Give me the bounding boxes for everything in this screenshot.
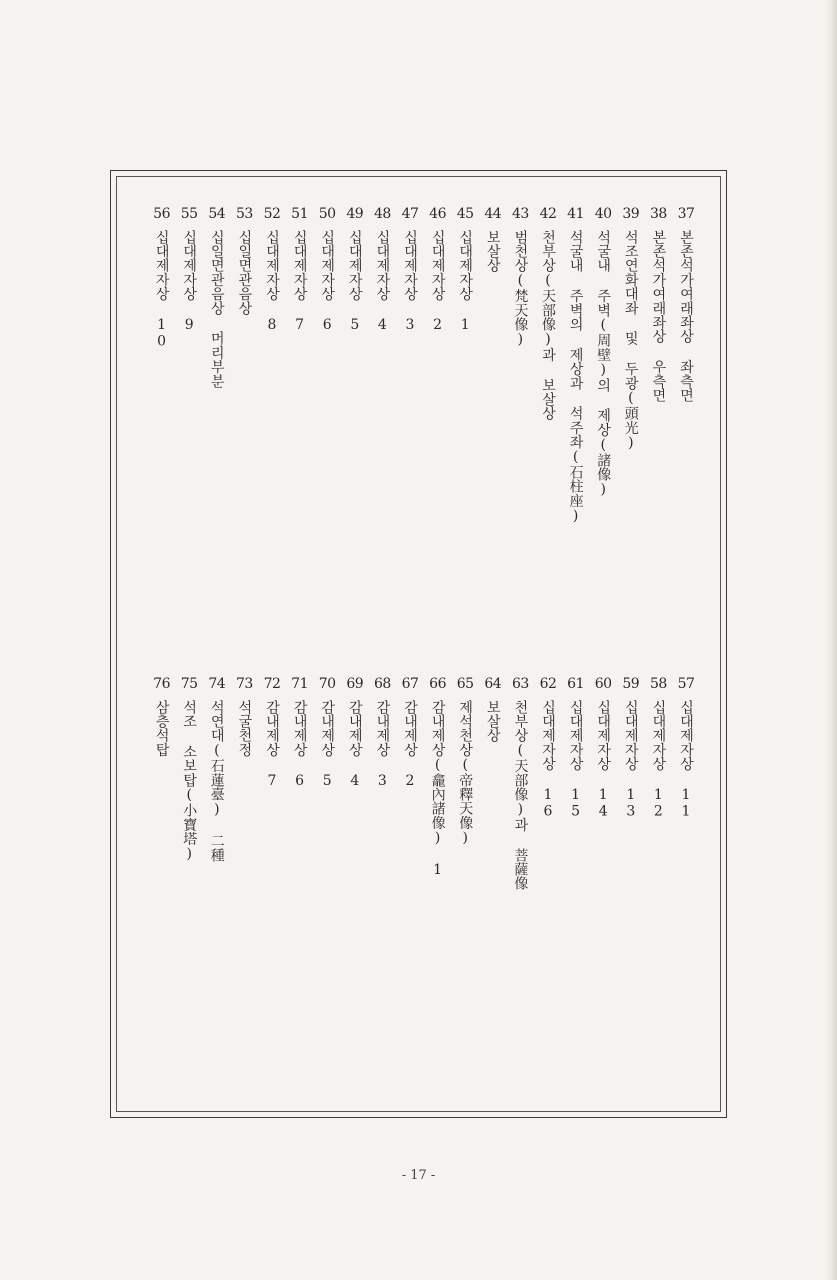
plate-number: 61: [567, 676, 584, 692]
plate-title: 감내제상 6: [291, 700, 308, 790]
plate-entry: [534, 676, 562, 820]
plate-title: 감내제상 5: [319, 700, 336, 790]
plate-entry: [313, 676, 341, 789]
plate-title: 감내제상 2: [402, 700, 418, 790]
plate-title: 석굴천정: [236, 700, 253, 757]
plate-number: 49: [346, 206, 364, 222]
plate-number: 41: [567, 206, 584, 222]
plate-number: 60: [594, 676, 612, 692]
plate-title: 십대제자상 11: [678, 700, 694, 820]
plate-title: 십대제자상 2: [429, 230, 446, 334]
plate-number: 62: [539, 676, 557, 692]
plate-number: 46: [429, 206, 446, 222]
plate-number: 43: [511, 206, 529, 222]
plate-number: 71: [291, 676, 308, 692]
plate-title: 십일면관음상: [236, 230, 253, 316]
plate-title: 십대제자상 15: [567, 700, 584, 820]
plate-entry: [479, 676, 507, 743]
plate-number: 58: [649, 676, 667, 692]
plate-title: 십일면관음상 머리부분: [208, 230, 225, 389]
plate-entry: [396, 676, 424, 789]
plate-entry: [203, 676, 231, 862]
plate-entry: [644, 676, 672, 820]
plate-number: 75: [180, 676, 198, 692]
plate-number: 72: [263, 676, 281, 692]
plate-number: 37: [677, 206, 695, 222]
plate-entry: [672, 676, 700, 820]
plate-number: 73: [235, 676, 253, 692]
plate-number: 59: [622, 676, 640, 692]
plate-number: 57: [677, 676, 695, 692]
plate-title: 십대제자상 16: [540, 700, 556, 820]
plate-number: 44: [484, 206, 502, 222]
plate-number: 40: [594, 206, 612, 222]
plate-number: 51: [291, 206, 308, 222]
plate-number: 67: [401, 676, 419, 692]
plate-title: 감내제상(龕內諸像) 1: [429, 700, 446, 879]
plate-entry: [258, 206, 286, 333]
plate-number: 38: [649, 206, 667, 222]
plate-number: 50: [318, 206, 336, 222]
page-number: - 17 -: [401, 1168, 436, 1183]
plate-title: 보살상: [484, 230, 501, 273]
plate-title: 십대제자상 7: [291, 230, 308, 334]
plate-entry: [506, 206, 534, 348]
plate-number: 74: [208, 676, 226, 692]
plate-title: 십대제자상 5: [346, 230, 363, 334]
page-edge: [825, 0, 837, 1280]
plate-title: 십대제자상 14: [595, 700, 612, 820]
plate-title: 십대제자상 4: [374, 230, 391, 334]
plate-entry: [175, 676, 203, 862]
plate-title: 석연대(石蓮臺) 二種: [208, 700, 225, 863]
plate-entry: [562, 206, 590, 524]
plate-title: 십대제자상 3: [402, 230, 418, 334]
plate-entry: [396, 206, 424, 333]
plate-number: 42: [539, 206, 557, 222]
plate-entry: [617, 676, 645, 820]
plate-entry: [148, 676, 176, 757]
plate-entry: [424, 206, 452, 333]
plate-title: 십대제자상 12: [650, 700, 667, 820]
plate-entry: [589, 676, 617, 820]
plate-title: 제석천상(帝釋天像): [457, 700, 474, 846]
plate-entry: [534, 206, 562, 421]
plate-entry: [451, 206, 479, 333]
plate-number: 56: [153, 206, 170, 222]
plate-title: 본존석가여래좌상 우측면: [650, 230, 667, 403]
plate-number: 39: [622, 206, 640, 222]
plate-title: 석굴내 주벽의 제상과 석주좌(石柱座): [567, 230, 584, 524]
plate-title: 석조연화대좌 및 두광(頭光): [622, 230, 639, 451]
plate-number: 63: [511, 676, 529, 692]
plate-entry: [203, 206, 231, 388]
plate-title: 보살상: [484, 700, 501, 743]
plate-entry: [479, 206, 507, 273]
plate-entry: [368, 206, 396, 333]
plate-number: 70: [318, 676, 336, 692]
plate-number: 52: [263, 206, 281, 222]
plate-title: 십대제자상 10: [153, 230, 170, 350]
plate-number: 66: [429, 676, 446, 692]
plate-number: 76: [153, 676, 170, 692]
plate-number: 47: [401, 206, 419, 222]
plate-entry: [506, 676, 534, 891]
plate-number: 69: [346, 676, 364, 692]
plate-entry: [230, 206, 258, 315]
plate-entry: [230, 676, 258, 757]
plate-number: 45: [456, 206, 474, 222]
plate-entry: [368, 676, 396, 789]
plate-number: 65: [456, 676, 474, 692]
plate-title: 십대제자상 13: [622, 700, 639, 820]
plate-title: 십대제자상 1: [457, 230, 474, 334]
plate-entry: [341, 206, 369, 333]
plate-entry: [451, 676, 479, 846]
plate-title: 석조 소보탑(小寶塔): [181, 700, 198, 863]
plate-title: 십대제자상 9: [181, 230, 198, 334]
plate-title: 십대제자상 8: [264, 230, 280, 334]
plate-entry: [286, 206, 314, 333]
plate-number: 55: [180, 206, 198, 222]
plate-entry: [562, 676, 590, 820]
plate-entry: [617, 206, 645, 451]
plate-number: 64: [484, 676, 502, 692]
plate-entry: [148, 206, 176, 350]
plate-entry: [313, 206, 341, 333]
plate-number: 48: [373, 206, 391, 222]
plate-title: 본존석가여래좌상 좌측면: [678, 230, 694, 403]
plate-number: 53: [235, 206, 253, 222]
plate-title: 삼층석탑: [153, 700, 170, 757]
plate-entry: [672, 206, 700, 402]
plate-entry: [258, 676, 286, 789]
plate-entry: [424, 676, 452, 878]
plate-title: 감내제상 4: [346, 700, 363, 790]
plate-entry: [286, 676, 314, 789]
plate-title: 천부상(天部像)과 보살상: [540, 230, 556, 421]
plate-title: 십대제자상 6: [319, 230, 336, 334]
plate-title: 범천상(梵天像): [512, 230, 529, 348]
plate-title: 천부상(天部像)과 菩薩像: [512, 700, 529, 891]
plate-title: 석굴내 주벽(周壁)의 제상(諸像): [595, 230, 612, 498]
plate-entry: [644, 206, 672, 402]
plate-entry: [589, 206, 617, 498]
plate-entry: [341, 676, 369, 789]
plate-number: 68: [373, 676, 391, 692]
plate-title: 감내제상 7: [264, 700, 280, 790]
plate-number: 54: [208, 206, 226, 222]
plate-title: 감내제상 3: [374, 700, 391, 790]
plate-entry: [175, 206, 203, 333]
